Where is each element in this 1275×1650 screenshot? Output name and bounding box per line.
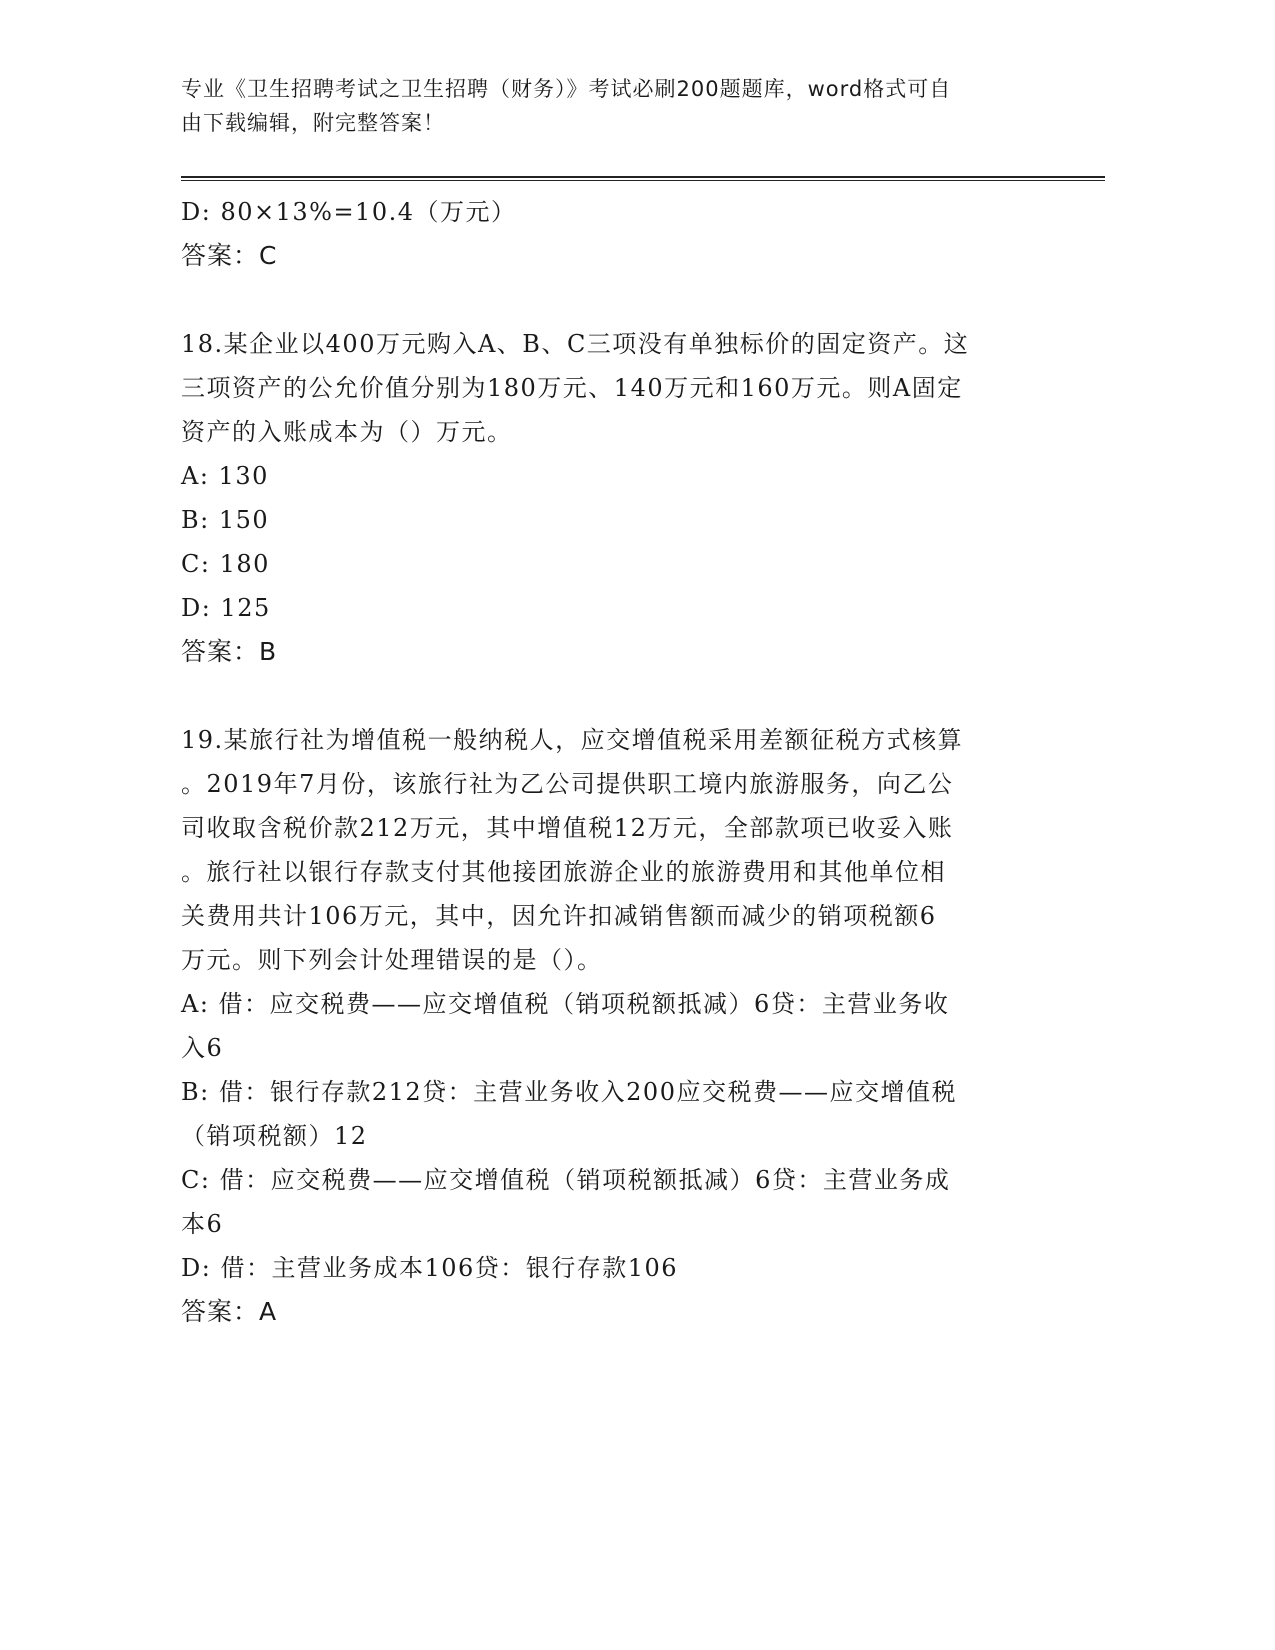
question-18 — [181, 322, 1041, 674]
question-18-stem-line: 18.某企业以400万元购入A、B、C三项没有单独标价的固定资产。这 — [181, 330, 970, 358]
header-divider — [181, 176, 1105, 182]
question-19-option-b: B: 借：银行存款212贷：主营业务收入200应交税费——应交增值税 — [181, 1078, 957, 1106]
question-19-stem-line: 。旅行社以银行存款支付其他接团旅游企业的旅游费用和其他单位相 — [181, 858, 946, 886]
question-19-option-c-cont: 本6 — [181, 1210, 224, 1238]
question-18-option-b: B: 150 — [181, 506, 270, 534]
question-19-stem-line: 万元。则下列会计处理错误的是（）。 — [181, 946, 603, 974]
question-18-option-c: C: 180 — [181, 550, 270, 578]
question-19-option-a-cont: 入6 — [181, 1034, 224, 1062]
prev-option-d: D: 80×13%=10.4（万元） — [181, 198, 517, 226]
document-body — [181, 190, 1041, 1334]
question-19-stem-line: 关费用共计106万元，其中，因允许扣减销售额而减少的销项税额6 — [181, 902, 937, 930]
question-18-stem-line: 资产的入账成本为（）万元。 — [181, 418, 513, 446]
question-19-answer: 答案：A — [181, 1297, 278, 1326]
question-18-option-a: A: 130 — [181, 462, 269, 490]
question-19-option-d: D: 借：主营业务成本106贷：银行存款106 — [181, 1254, 679, 1282]
header-title-line-1: 专业《卫生招聘考试之卫生招聘（财务）》考试必刷200题题库，word格式可自 — [181, 77, 952, 101]
question-19-option-a: A: 借：应交税费——应交增值税（销项税额抵减）6贷：主营业务收 — [181, 990, 950, 1018]
spacer — [181, 674, 1041, 718]
document-header — [181, 72, 1061, 140]
header-title-line-2: 由下载编辑，附完整答案！ — [181, 111, 445, 135]
spacer — [181, 278, 1041, 322]
question-18-answer: 答案：B — [181, 637, 278, 666]
question-19-stem-line: 。2019年7月份，该旅行社为乙公司提供职工境内旅游服务，向乙公 — [181, 770, 954, 798]
question-18-stem-line: 三项资产的公允价值分别为180万元、140万元和160万元。则A固定 — [181, 374, 963, 402]
question-18-option-d: D: 125 — [181, 594, 271, 622]
question-19-stem-line: 司收取含税价款212万元，其中增值税12万元，全部款项已收妥入账 — [181, 814, 954, 842]
question-19-option-b-cont: （销项税额）12 — [181, 1122, 368, 1150]
question-19 — [181, 718, 1041, 1334]
prev-answer: 答案：C — [181, 241, 278, 270]
question-19-option-c: C: 借：应交税费——应交增值税（销项税额抵减）6贷：主营业务成 — [181, 1166, 951, 1194]
question-19-stem-line: 19.某旅行社为增值税一般纳税人，应交增值税采用差额征税方式核算 — [181, 726, 964, 754]
